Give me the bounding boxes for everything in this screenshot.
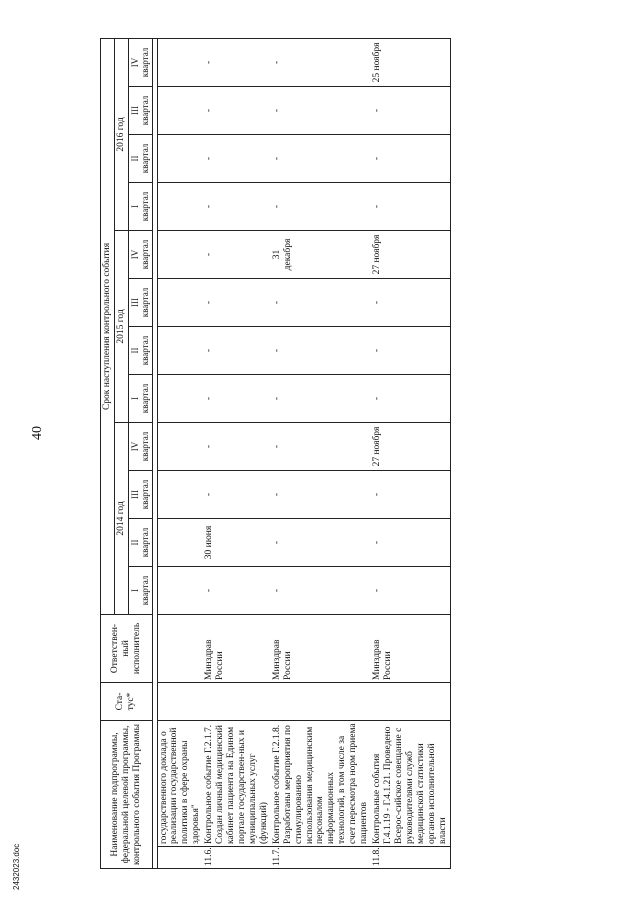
- header-quarter: I квартал: [128, 182, 152, 230]
- header-quarter: IV квартал: [128, 422, 152, 470]
- quarter-cell: -: [203, 326, 271, 374]
- header-year-2016: 2016 год: [114, 38, 128, 230]
- table-row: [203, 38, 271, 868]
- quarter-cell: -: [203, 86, 271, 134]
- header-responsible: Ответствен-ный исполнитель: [101, 614, 153, 682]
- table-row: [157, 38, 203, 868]
- event-name: государственного доклада о реализации государственной политики в сфере охраны здоровья": [157, 720, 203, 846]
- quarter-cell: -: [371, 182, 450, 230]
- quarter-cell: -: [371, 374, 450, 422]
- event-name: Контрольное событие Г.2.1.7. Создан личный медицинский кабинет пациента на Едином портале государствен-ных и муниципальных услуг (функций): [203, 720, 271, 846]
- header-quarter: I квартал: [128, 374, 152, 422]
- responsible-cell: [157, 614, 203, 682]
- header-year-2015: 2015 год: [114, 230, 128, 422]
- status-cell: [271, 682, 371, 720]
- status-cell: [203, 682, 271, 720]
- quarter-cell: -: [203, 470, 271, 518]
- quarter-cell: [157, 134, 203, 182]
- header-year-2014: 2014 год: [114, 422, 128, 614]
- control-events-table: [100, 38, 451, 869]
- header-quarter: IV квартал: [128, 38, 152, 86]
- quarter-cell: -: [203, 278, 271, 326]
- quarter-cell: [157, 422, 203, 470]
- quarter-cell: -: [203, 566, 271, 614]
- quarter-cell: -: [271, 566, 371, 614]
- file-name-footer: 2432023.doc: [12, 843, 21, 890]
- quarter-cell: -: [203, 134, 271, 182]
- responsible-cell: Минздрав России: [371, 614, 450, 682]
- header-quarter: IV квартал: [128, 230, 152, 278]
- quarter-cell: [157, 38, 203, 86]
- quarter-cell: 30 июня: [203, 518, 271, 566]
- event-name: Контрольное событие Г.2.1.8. Разработаны мероприятия по стимулированию использования медицинским персоналом информационных технологий, в том числе за счет пересмотра норм приема пациентов: [271, 720, 371, 846]
- header-quarter: II квартал: [128, 518, 152, 566]
- quarter-cell: 27 ноября: [371, 230, 450, 278]
- header-name: Наименование подпрограммы, федеральной целевой программы, контрольного события Программы: [101, 720, 153, 868]
- header-status: Ста-тус*: [101, 682, 153, 720]
- responsible-cell: Минздрав России: [271, 614, 371, 682]
- quarter-cell: -: [371, 86, 450, 134]
- quarter-cell: -: [371, 326, 450, 374]
- quarter-cell: -: [271, 422, 371, 470]
- quarter-cell: [157, 518, 203, 566]
- quarter-cell: [157, 566, 203, 614]
- quarter-cell: -: [203, 422, 271, 470]
- status-cell: [157, 682, 203, 720]
- quarter-cell: 27 ноября: [371, 422, 450, 470]
- quarter-cell: -: [371, 518, 450, 566]
- quarter-cell: -: [271, 134, 371, 182]
- status-cell: [371, 682, 450, 720]
- event-name: Контрольные события Г.4.1.19 - Г.4.1.21. Проведено Всерос-сийское совещание с руководителями служб медицинской статистики органов исполнительной власти: [371, 720, 450, 846]
- quarter-cell: [157, 326, 203, 374]
- header-quarter: II квартал: [128, 134, 152, 182]
- quarter-cell: -: [371, 566, 450, 614]
- quarter-cell: -: [271, 182, 371, 230]
- quarter-cell: -: [203, 230, 271, 278]
- row-number: [157, 847, 203, 869]
- table-row: [271, 38, 371, 868]
- quarter-cell: -: [371, 470, 450, 518]
- quarter-cell: [157, 278, 203, 326]
- quarter-cell: -: [271, 38, 371, 86]
- header-quarter: II квартал: [128, 326, 152, 374]
- quarter-cell: [157, 182, 203, 230]
- header-quarter: III квартал: [128, 86, 152, 134]
- quarter-cell: [157, 374, 203, 422]
- quarter-cell: -: [271, 86, 371, 134]
- header-quarter: I квартал: [128, 566, 152, 614]
- header-deadline: Срок наступления контрольного события: [101, 38, 115, 614]
- responsible-cell: Минздрав России: [203, 614, 271, 682]
- quarter-cell: -: [271, 518, 371, 566]
- quarter-cell: -: [203, 374, 271, 422]
- page-number: 40: [30, 426, 45, 440]
- quarter-cell: -: [371, 278, 450, 326]
- quarter-cell: -: [271, 374, 371, 422]
- header-quarter: III квартал: [128, 278, 152, 326]
- quarter-cell: -: [271, 326, 371, 374]
- row-number: 11.8.: [371, 847, 450, 869]
- row-number: 11.6.: [203, 847, 271, 869]
- header-quarter: III квартал: [128, 470, 152, 518]
- quarter-cell: [157, 86, 203, 134]
- quarter-cell: -: [371, 134, 450, 182]
- quarter-cell: -: [203, 182, 271, 230]
- quarter-cell: -: [203, 38, 271, 86]
- quarter-cell: [157, 230, 203, 278]
- table-row: [371, 38, 450, 868]
- quarter-cell: -: [271, 278, 371, 326]
- quarter-cell: 31 декабря: [271, 230, 371, 278]
- row-number: 11.7.: [271, 847, 371, 869]
- quarter-cell: [157, 470, 203, 518]
- quarter-cell: 25 ноября: [371, 38, 450, 86]
- quarter-cell: -: [271, 470, 371, 518]
